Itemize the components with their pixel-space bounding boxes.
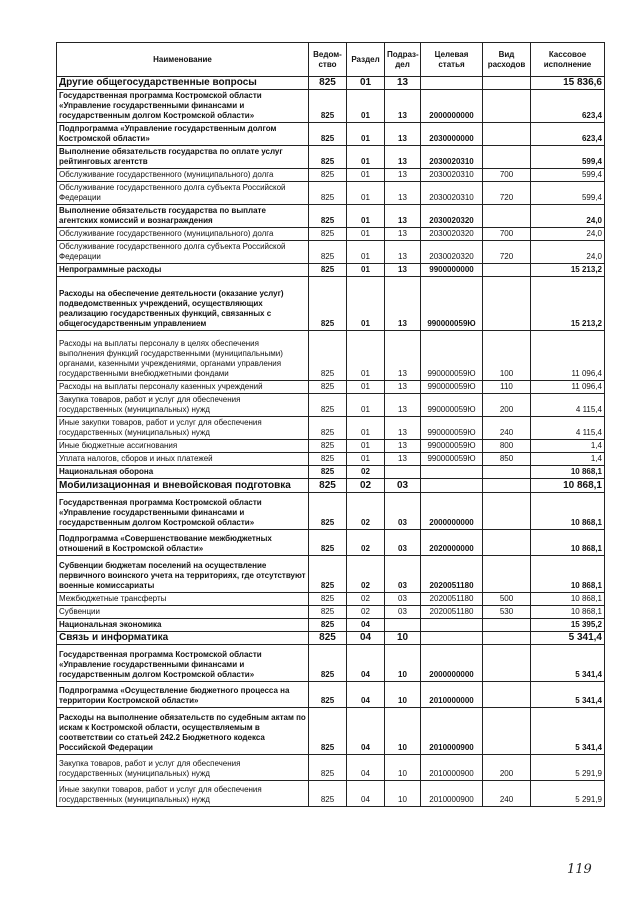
table-row (57, 90, 605, 123)
cell-section: 01 (347, 146, 385, 169)
cell-execution: 4 115,4 (531, 417, 605, 440)
cell-name: Подпрограмма «Управление государственным долгом Костромской области» (57, 123, 309, 146)
cell-dept: 825 (309, 228, 347, 241)
table-row (57, 530, 605, 556)
cell-dept: 825 (309, 241, 347, 264)
cell-target (421, 479, 483, 493)
cell-section: 01 (347, 77, 385, 90)
cell-execution: 10 868,1 (531, 593, 605, 606)
cell-subsection: 13 (385, 394, 421, 417)
cell-section: 01 (347, 182, 385, 205)
header-name: Наименование (57, 43, 309, 77)
cell-section: 04 (347, 781, 385, 807)
cell-target: 2030000000 (421, 123, 483, 146)
cell-expense-type (483, 90, 531, 123)
cell-expense-type: 240 (483, 417, 531, 440)
cell-execution: 10 868,1 (531, 493, 605, 530)
table-row (57, 466, 605, 479)
cell-target: 990000059Ю (421, 394, 483, 417)
cell-dept: 825 (309, 493, 347, 530)
cell-expense-type (483, 682, 531, 708)
cell-section: 04 (347, 619, 385, 632)
cell-dept: 825 (309, 169, 347, 182)
cell-section: 01 (347, 90, 385, 123)
cell-subsection (385, 619, 421, 632)
cell-subsection: 13 (385, 205, 421, 228)
cell-name: Расходы на выплаты персоналу в целях обеспечения выполнения функций государственными (муниципальными) органами, казенными учреждениями, органами управления государственными внебюджетными фондами (57, 331, 309, 381)
cell-target: 2030020310 (421, 169, 483, 182)
cell-expense-type (483, 146, 531, 169)
cell-section: 02 (347, 606, 385, 619)
cell-expense-type: 100 (483, 331, 531, 381)
cell-subsection: 10 (385, 708, 421, 755)
table-row (57, 556, 605, 593)
cell-section: 01 (347, 205, 385, 228)
cell-execution: 599,4 (531, 182, 605, 205)
cell-expense-type (483, 530, 531, 556)
cell-expense-type: 720 (483, 241, 531, 264)
cell-subsection: 13 (385, 381, 421, 394)
cell-subsection: 13 (385, 241, 421, 264)
cell-target: 2010000900 (421, 781, 483, 807)
cell-subsection: 13 (385, 228, 421, 241)
cell-subsection: 03 (385, 530, 421, 556)
cell-dept: 825 (309, 182, 347, 205)
table-row (57, 606, 605, 619)
cell-subsection: 03 (385, 556, 421, 593)
cell-dept: 825 (309, 331, 347, 381)
cell-dept: 825 (309, 593, 347, 606)
cell-target: 990000059Ю (421, 381, 483, 394)
cell-target: 2030020320 (421, 205, 483, 228)
table-row (57, 645, 605, 682)
cell-execution: 1,4 (531, 440, 605, 453)
cell-execution: 5 291,9 (531, 781, 605, 807)
cell-subsection: 13 (385, 182, 421, 205)
cell-dept: 825 (309, 645, 347, 682)
cell-target: 2010000900 (421, 755, 483, 781)
cell-dept: 825 (309, 606, 347, 619)
cell-section: 02 (347, 556, 385, 593)
cell-name: Непрограммные расходы (57, 264, 309, 277)
cell-name: Закупка товаров, работ и услуг для обеспечения государственных (муниципальных) нужд (57, 394, 309, 417)
cell-execution: 599,4 (531, 146, 605, 169)
cell-expense-type (483, 619, 531, 632)
cell-expense-type (483, 264, 531, 277)
cell-target: 2030020320 (421, 241, 483, 264)
cell-name: Межбюджетные трансферты (57, 593, 309, 606)
cell-target: 2020051180 (421, 556, 483, 593)
header-target: Целевая статья (421, 43, 483, 77)
cell-dept: 825 (309, 394, 347, 417)
cell-execution: 623,4 (531, 90, 605, 123)
cell-section: 01 (347, 241, 385, 264)
table-row (57, 331, 605, 381)
cell-name: Обслуживание государственного (муниципального) долга (57, 169, 309, 182)
cell-dept: 825 (309, 466, 347, 479)
cell-expense-type (483, 493, 531, 530)
cell-section: 04 (347, 755, 385, 781)
cell-subsection: 10 (385, 755, 421, 781)
cell-execution: 10 868,1 (531, 479, 605, 493)
cell-expense-type (483, 277, 531, 331)
cell-execution: 5 291,9 (531, 755, 605, 781)
cell-name: Национальная оборона (57, 466, 309, 479)
cell-section: 04 (347, 682, 385, 708)
cell-execution: 623,4 (531, 123, 605, 146)
cell-dept: 825 (309, 90, 347, 123)
header-dept: Ведом- ство (309, 43, 347, 77)
cell-target: 2020051180 (421, 593, 483, 606)
cell-target (421, 619, 483, 632)
cell-target (421, 466, 483, 479)
cell-dept: 825 (309, 264, 347, 277)
cell-expense-type (483, 708, 531, 755)
cell-execution: 15 836,6 (531, 77, 605, 90)
cell-name: Обслуживание государственного долга субъекта Российской Федерации (57, 241, 309, 264)
cell-target: 990000059Ю (421, 417, 483, 440)
table-row (57, 632, 605, 645)
cell-name: Выполнение обязательств государства по выплате агентских комиссий и вознаграждения (57, 205, 309, 228)
cell-execution: 5 341,4 (531, 708, 605, 755)
table-header-row (57, 43, 605, 77)
cell-execution: 11 096,4 (531, 381, 605, 394)
cell-expense-type (483, 123, 531, 146)
cell-execution: 5 341,4 (531, 632, 605, 645)
cell-section: 01 (347, 228, 385, 241)
cell-dept: 825 (309, 277, 347, 331)
table-row (57, 682, 605, 708)
table-row (57, 453, 605, 466)
cell-dept: 825 (309, 123, 347, 146)
table-row (57, 277, 605, 331)
cell-name: Государственная программа Костромской области «Управление государственными финансами и государственным долгом Костромской области» (57, 493, 309, 530)
cell-subsection: 03 (385, 493, 421, 530)
cell-subsection: 13 (385, 169, 421, 182)
cell-dept: 825 (309, 556, 347, 593)
cell-target: 2010000900 (421, 708, 483, 755)
cell-target: 2020000000 (421, 530, 483, 556)
table-row (57, 493, 605, 530)
cell-target: 2030020310 (421, 182, 483, 205)
cell-expense-type: 720 (483, 182, 531, 205)
table-body (57, 77, 605, 807)
cell-subsection (385, 466, 421, 479)
cell-name: Обслуживание государственного (муниципального) долга (57, 228, 309, 241)
cell-execution: 15 213,2 (531, 264, 605, 277)
cell-name: Расходы на выплаты персоналу казенных учреждений (57, 381, 309, 394)
cell-execution: 10 868,1 (531, 530, 605, 556)
cell-name: Субвенции бюджетам поселений на осуществление первичного воинского учета на территориях, где отсутствуют военные комиссариаты (57, 556, 309, 593)
table-row (57, 182, 605, 205)
cell-execution: 599,4 (531, 169, 605, 182)
cell-name: Расходы на обеспечение деятельности (оказание услуг) подведомственных учреждений, осуществляющих реализацию государственных функций, связанных с общегосударственным управлением (57, 277, 309, 331)
header-expense-type: Вид расходов (483, 43, 531, 77)
cell-expense-type: 200 (483, 394, 531, 417)
header-section: Раздел (347, 43, 385, 77)
cell-section: 02 (347, 466, 385, 479)
cell-section: 02 (347, 530, 385, 556)
cell-expense-type: 850 (483, 453, 531, 466)
cell-execution: 24,0 (531, 205, 605, 228)
cell-target: 2020051180 (421, 606, 483, 619)
cell-name: Другие общегосударственные вопросы (57, 77, 309, 90)
cell-dept: 825 (309, 632, 347, 645)
cell-expense-type: 700 (483, 228, 531, 241)
cell-name: Государственная программа Костромской области «Управление государственными финансами и государственным долгом Костромской области» (57, 645, 309, 682)
table-row (57, 205, 605, 228)
cell-target: 2010000000 (421, 682, 483, 708)
cell-execution: 10 868,1 (531, 466, 605, 479)
cell-dept: 825 (309, 205, 347, 228)
cell-target: 2030020310 (421, 146, 483, 169)
cell-expense-type (483, 479, 531, 493)
cell-subsection: 13 (385, 440, 421, 453)
cell-name: Иные бюджетные ассигнования (57, 440, 309, 453)
cell-section: 01 (347, 417, 385, 440)
cell-target: 9900000000 (421, 264, 483, 277)
table-row (57, 146, 605, 169)
cell-expense-type (483, 632, 531, 645)
cell-expense-type (483, 466, 531, 479)
cell-section: 01 (347, 123, 385, 146)
table-row (57, 241, 605, 264)
cell-target (421, 77, 483, 90)
cell-name: Расходы на выполнение обязательств по судебным актам по искам к Костромской области, осуществляемым в соответствии со статьей 242.2 Бюджетного кодекса Российской Федерации (57, 708, 309, 755)
cell-name: Мобилизационная и вневойсковая подготовка (57, 479, 309, 493)
table-row (57, 708, 605, 755)
cell-expense-type (483, 77, 531, 90)
cell-target: 990000059Ю (421, 331, 483, 381)
cell-section: 02 (347, 493, 385, 530)
cell-section: 01 (347, 169, 385, 182)
cell-dept: 825 (309, 619, 347, 632)
cell-dept: 825 (309, 440, 347, 453)
cell-execution: 15 395,2 (531, 619, 605, 632)
cell-section: 01 (347, 277, 385, 331)
cell-execution: 24,0 (531, 228, 605, 241)
cell-name: Субвенции (57, 606, 309, 619)
table-row (57, 381, 605, 394)
cell-subsection: 03 (385, 479, 421, 493)
cell-execution: 10 868,1 (531, 606, 605, 619)
table-row (57, 593, 605, 606)
cell-name: Государственная программа Костромской области «Управление государственными финансами и государственным долгом Костромской области» (57, 90, 309, 123)
cell-name: Закупка товаров, работ и услуг для обеспечения государственных (муниципальных) нужд (57, 755, 309, 781)
cell-name: Обслуживание государственного долга субъекта Российской Федерации (57, 182, 309, 205)
cell-execution: 24,0 (531, 241, 605, 264)
cell-expense-type: 700 (483, 169, 531, 182)
cell-expense-type: 110 (483, 381, 531, 394)
cell-subsection: 13 (385, 277, 421, 331)
cell-expense-type: 530 (483, 606, 531, 619)
cell-dept: 825 (309, 682, 347, 708)
cell-expense-type: 500 (483, 593, 531, 606)
cell-execution: 1,4 (531, 453, 605, 466)
cell-expense-type: 240 (483, 781, 531, 807)
cell-name: Национальная экономика (57, 619, 309, 632)
page-number: 119 (567, 862, 592, 877)
cell-section: 01 (347, 331, 385, 381)
cell-name: Подпрограмма «Совершенствование межбюджетных отношений в Костромской области» (57, 530, 309, 556)
cell-expense-type: 800 (483, 440, 531, 453)
cell-dept: 825 (309, 77, 347, 90)
cell-expense-type: 200 (483, 755, 531, 781)
table-row (57, 479, 605, 493)
cell-subsection: 13 (385, 453, 421, 466)
table-row (57, 77, 605, 90)
cell-target: 2000000000 (421, 90, 483, 123)
cell-section: 04 (347, 708, 385, 755)
cell-section: 01 (347, 440, 385, 453)
cell-subsection: 13 (385, 264, 421, 277)
cell-name: Иные закупки товаров, работ и услуг для обеспечения государственных (муниципальных) нужд (57, 417, 309, 440)
cell-target: 990000059Ю (421, 277, 483, 331)
table-row (57, 619, 605, 632)
cell-name: Уплата налогов, сборов и иных платежей (57, 453, 309, 466)
cell-dept: 825 (309, 453, 347, 466)
table-row (57, 394, 605, 417)
cell-name: Связь и информатика (57, 632, 309, 645)
cell-execution: 4 115,4 (531, 394, 605, 417)
cell-execution: 15 213,2 (531, 277, 605, 331)
cell-subsection: 03 (385, 606, 421, 619)
cell-subsection: 13 (385, 90, 421, 123)
cell-section: 04 (347, 632, 385, 645)
cell-section: 01 (347, 453, 385, 466)
cell-dept: 825 (309, 755, 347, 781)
cell-section: 01 (347, 394, 385, 417)
cell-subsection: 13 (385, 123, 421, 146)
header-execution: Кассовое исполнение (531, 43, 605, 77)
cell-dept: 825 (309, 146, 347, 169)
cell-subsection: 13 (385, 146, 421, 169)
cell-subsection: 10 (385, 632, 421, 645)
cell-section: 02 (347, 479, 385, 493)
cell-section: 02 (347, 593, 385, 606)
cell-target: 2000000000 (421, 493, 483, 530)
cell-name: Подпрограмма «Осуществление бюджетного процесса на территории Костромской области» (57, 682, 309, 708)
table-row (57, 440, 605, 453)
cell-section: 01 (347, 264, 385, 277)
cell-subsection: 10 (385, 682, 421, 708)
table-row (57, 755, 605, 781)
cell-name: Выполнение обязательств государства по оплате услуг рейтинговых агентств (57, 146, 309, 169)
table-row (57, 123, 605, 146)
budget-execution-table (56, 42, 605, 807)
cell-subsection: 03 (385, 593, 421, 606)
table-row (57, 417, 605, 440)
cell-execution: 11 096,4 (531, 331, 605, 381)
cell-dept: 825 (309, 781, 347, 807)
table-row (57, 264, 605, 277)
cell-execution: 5 341,4 (531, 645, 605, 682)
cell-subsection: 10 (385, 645, 421, 682)
cell-dept: 825 (309, 530, 347, 556)
cell-name: Иные закупки товаров, работ и услуг для обеспечения государственных (муниципальных) нужд (57, 781, 309, 807)
cell-dept: 825 (309, 417, 347, 440)
cell-expense-type (483, 556, 531, 593)
cell-target: 990000059Ю (421, 440, 483, 453)
cell-target: 2000000000 (421, 645, 483, 682)
cell-target: 990000059Ю (421, 453, 483, 466)
cell-expense-type (483, 645, 531, 682)
cell-expense-type (483, 205, 531, 228)
cell-subsection: 13 (385, 77, 421, 90)
header-subsection: Подраз- дел (385, 43, 421, 77)
cell-execution: 10 868,1 (531, 556, 605, 593)
cell-execution: 5 341,4 (531, 682, 605, 708)
cell-dept: 825 (309, 479, 347, 493)
cell-dept: 825 (309, 708, 347, 755)
cell-subsection: 13 (385, 417, 421, 440)
table-row (57, 228, 605, 241)
cell-target: 2030020320 (421, 228, 483, 241)
cell-target (421, 632, 483, 645)
cell-subsection: 13 (385, 331, 421, 381)
cell-section: 01 (347, 381, 385, 394)
cell-section: 04 (347, 645, 385, 682)
cell-subsection: 10 (385, 781, 421, 807)
table-row (57, 169, 605, 182)
table-row (57, 781, 605, 807)
cell-dept: 825 (309, 381, 347, 394)
